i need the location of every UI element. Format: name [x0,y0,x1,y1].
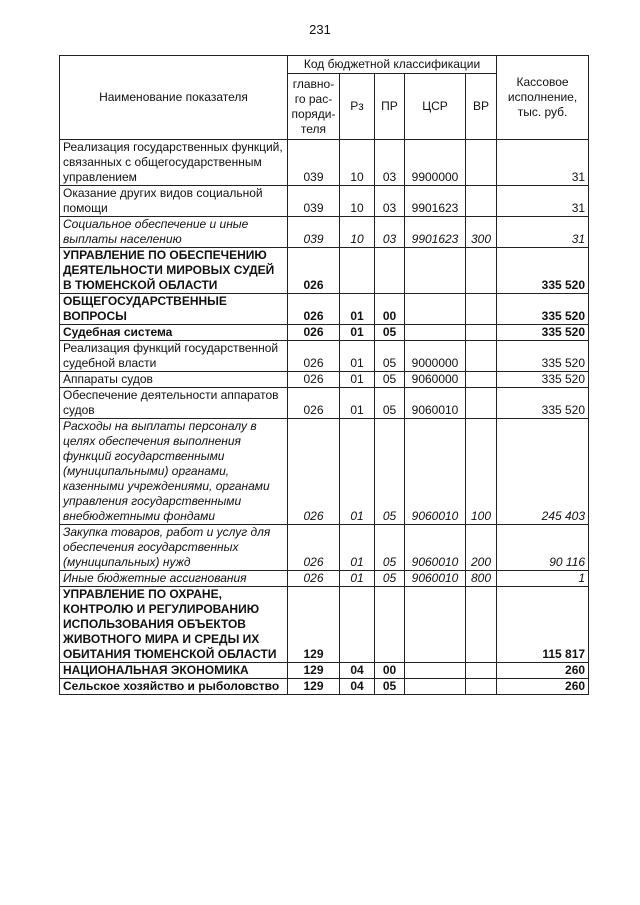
row-name: Оказание других видов социальной помощи [60,186,288,217]
header-main-manager: главно-го рас-поряди-теля [288,74,340,140]
row-pr-code: 05 [375,571,405,587]
row-amount: 335 520 [497,372,589,388]
row-pr-code: 05 [375,388,405,419]
row-amount: 31 [497,186,589,217]
row-csr-code: 9060010 [405,571,466,587]
row-rz-code: 01 [340,525,375,571]
row-vr-code [466,372,497,388]
row-csr-code [405,663,466,679]
row-rz-code: 01 [340,571,375,587]
row-pr-code [375,248,405,294]
row-vr-code: 800 [466,571,497,587]
row-csr-code: 9060010 [405,419,466,525]
row-name: УПРАВЛЕНИЕ ПО ОХРАНЕ, КОНТРОЛЮ И РЕГУЛИРОВАНИЮ ИСПОЛЬЗОВАНИЯ ОБЪЕКТОВ ЖИВОТНОГО МИРА И СРЕДЫ ИХ ОБИТАНИЯ ТЮМЕНСКОЙ ОБЛАСТИ [60,587,288,663]
row-csr-code: 9060010 [405,525,466,571]
row-rz-code [340,248,375,294]
row-vr-code [466,587,497,663]
row-main-manager-code: 129 [288,587,340,663]
row-amount: 335 520 [497,341,589,372]
table-row [60,679,589,695]
row-vr-code: 300 [466,217,497,248]
row-name: УПРАВЛЕНИЕ ПО ОБЕСПЕЧЕНИЮ ДЕЯТЕЛЬНОСТИ МИРОВЫХ СУДЕЙ В ТЮМЕНСКОЙ ОБЛАСТИ [60,248,288,294]
row-name: Судебная система [60,325,288,341]
row-pr-code: 03 [375,217,405,248]
row-name: Аппараты судов [60,372,288,388]
row-pr-code: 05 [375,325,405,341]
row-amount: 260 [497,679,589,695]
row-amount: 335 520 [497,294,589,325]
header-vr: ВР [466,74,497,140]
row-name: Реализация государственных функций, связанных с общегосударственным управлением [60,140,288,186]
row-amount: 260 [497,663,589,679]
row-rz-code: 01 [340,419,375,525]
row-rz-code: 01 [340,294,375,325]
table-row [60,248,589,294]
row-rz-code: 10 [340,140,375,186]
table-row [60,525,589,571]
row-csr-code [405,248,466,294]
row-pr-code: 00 [375,294,405,325]
row-rz-code: 01 [340,388,375,419]
row-csr-code [405,294,466,325]
row-csr-code: 9000000 [405,341,466,372]
row-name: Сельское хозяйство и рыболовство [60,679,288,695]
table-row [60,388,589,419]
table-row [60,186,589,217]
row-name: Закупка товаров, работ и услуг для обеспечения государственных (муниципальных) нужд [60,525,288,571]
row-main-manager-code: 026 [288,325,340,341]
row-csr-code: 9901623 [405,217,466,248]
table-row [60,140,589,186]
row-csr-code [405,679,466,695]
table-row [60,217,589,248]
row-name: Расходы на выплаты персоналу в целях обеспечения выполнения функций государственными (муниципальными) органами, казенными учреждениями, органами управления государственными внебюджетными фондами [60,419,288,525]
row-vr-code [466,325,497,341]
row-amount: 1 [497,571,589,587]
row-rz-code: 01 [340,372,375,388]
row-amount: 31 [497,140,589,186]
row-pr-code: 00 [375,663,405,679]
row-csr-code [405,587,466,663]
row-vr-code [466,663,497,679]
row-vr-code [466,140,497,186]
row-pr-code: 05 [375,679,405,695]
row-csr-code: 9060000 [405,372,466,388]
row-main-manager-code: 026 [288,372,340,388]
row-rz-code: 04 [340,663,375,679]
row-rz-code: 04 [340,679,375,695]
row-pr-code: 03 [375,140,405,186]
row-vr-code [466,679,497,695]
row-main-manager-code: 129 [288,663,340,679]
row-main-manager-code: 026 [288,571,340,587]
row-main-manager-code: 039 [288,217,340,248]
row-pr-code: 05 [375,341,405,372]
row-main-manager-code: 026 [288,248,340,294]
row-main-manager-code: 026 [288,525,340,571]
row-name: НАЦИОНАЛЬНАЯ ЭКОНОМИКА [60,663,288,679]
row-rz-code: 01 [340,325,375,341]
row-csr-code [405,325,466,341]
row-main-manager-code: 039 [288,140,340,186]
table-row [60,372,589,388]
row-vr-code: 200 [466,525,497,571]
table-row [60,325,589,341]
table-row [60,341,589,372]
row-amount: 115 817 [497,587,589,663]
row-name: ОБЩЕГОСУДАРСТВЕННЫЕ ВОПРОСЫ [60,294,288,325]
row-name: Реализация функций государственной судебной власти [60,341,288,372]
header-classification-code: Код бюджетной классификации [288,56,497,74]
row-main-manager-code: 129 [288,679,340,695]
row-name: Обеспечение деятельности аппаратов судов [60,388,288,419]
row-main-manager-code: 039 [288,186,340,217]
row-amount: 335 520 [497,248,589,294]
table-row [60,294,589,325]
row-pr-code [375,587,405,663]
row-rz-code [340,587,375,663]
header-pr: ПР [375,74,405,140]
row-vr-code [466,186,497,217]
row-rz-code: 10 [340,186,375,217]
row-name: Иные бюджетные ассигнования [60,571,288,587]
row-csr-code: 9060010 [405,388,466,419]
row-vr-code [466,248,497,294]
row-csr-code: 9900000 [405,140,466,186]
row-main-manager-code: 026 [288,294,340,325]
header-rz: Рз [340,74,375,140]
header-name: Наименование показателя [60,56,288,140]
row-vr-code [466,388,497,419]
header-amount: Кассовое исполнение, тыс. руб. [497,56,589,140]
row-pr-code: 05 [375,372,405,388]
budget-table [59,55,589,695]
row-amount: 90 116 [497,525,589,571]
row-amount: 245 403 [497,419,589,525]
row-name: Социальное обеспечение и иные выплаты населению [60,217,288,248]
row-vr-code [466,294,497,325]
row-csr-code: 9901623 [405,186,466,217]
row-rz-code: 01 [340,341,375,372]
table-row [60,419,589,525]
row-main-manager-code: 026 [288,341,340,372]
table-row [60,587,589,663]
header-csr: ЦСР [405,74,466,140]
row-main-manager-code: 026 [288,388,340,419]
page-number: 231 [309,22,331,37]
row-pr-code: 03 [375,186,405,217]
row-amount: 31 [497,217,589,248]
row-main-manager-code: 026 [288,419,340,525]
row-vr-code: 100 [466,419,497,525]
row-pr-code: 05 [375,419,405,525]
row-pr-code: 05 [375,525,405,571]
row-amount: 335 520 [497,325,589,341]
table-row [60,571,589,587]
row-amount: 335 520 [497,388,589,419]
row-vr-code [466,341,497,372]
row-rz-code: 10 [340,217,375,248]
table-row [60,663,589,679]
